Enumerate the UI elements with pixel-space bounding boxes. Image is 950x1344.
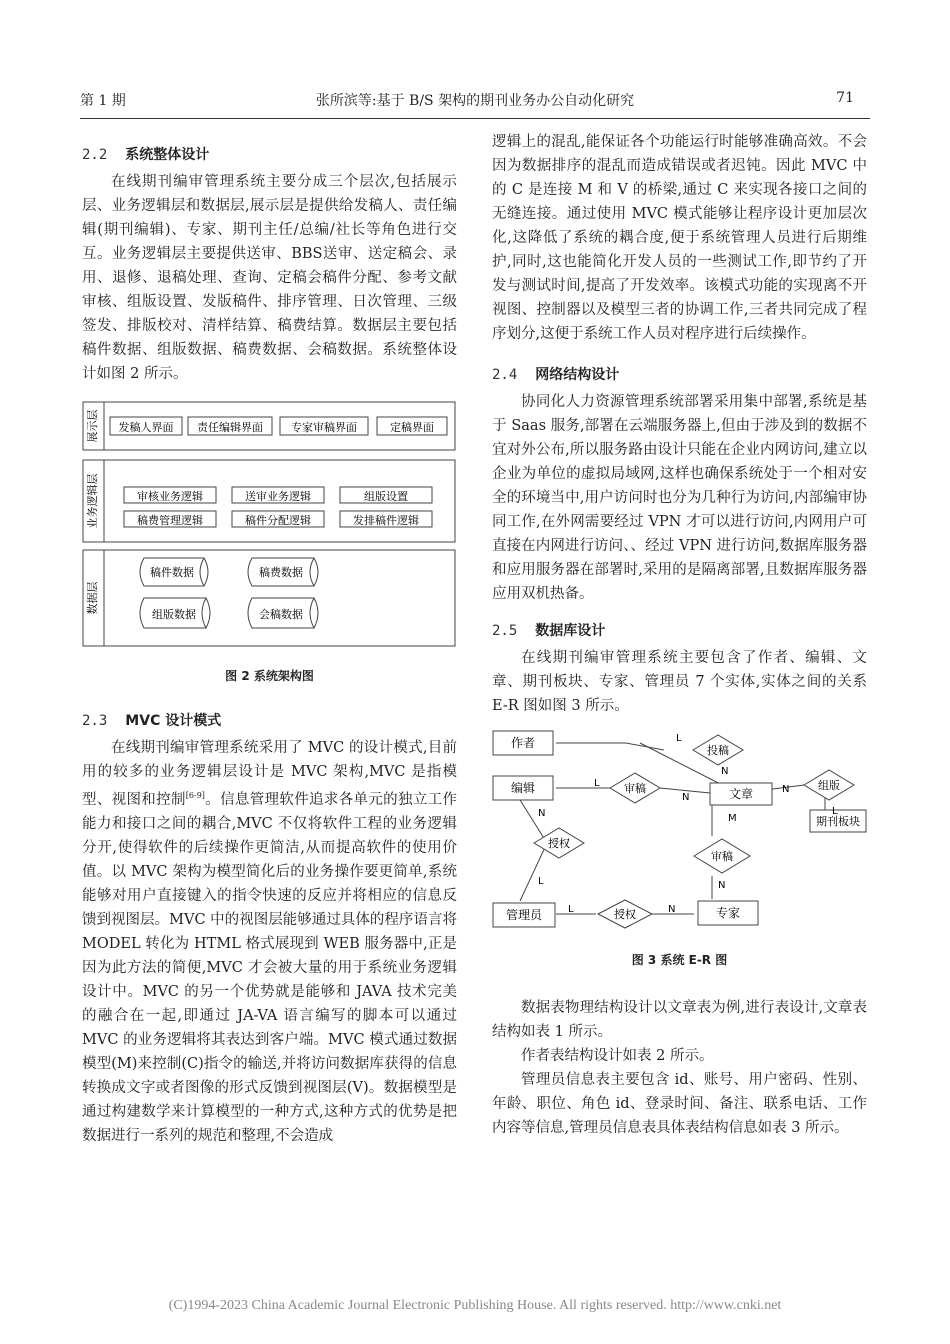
relation-submit: 投稿 — [707, 744, 729, 757]
relation-review: 审稿 — [711, 850, 733, 863]
paragraph-table2: 作者表结构设计如表 2 所示。 — [521, 1048, 714, 1064]
figure-2-caption: 图 2 系统架构图 — [225, 669, 314, 683]
svg-text:N: N — [718, 880, 726, 891]
entity-admin: 管理员 — [505, 908, 543, 922]
relation-review: 审稿 — [624, 782, 646, 795]
citation: [6-9] — [185, 791, 205, 800]
database-cylinder — [248, 558, 318, 586]
figure-3-er-diagram — [492, 730, 867, 930]
database-cylinder — [140, 598, 210, 628]
right-column — [492, 130, 867, 1140]
entity-article: 文章 — [728, 787, 754, 801]
svg-text:L: L — [832, 806, 838, 817]
copyright-footer: (C)1994-2023 China Academic Journal Electronic Publishing House. All rights reserved. http://www.cnki.net — [168, 1298, 782, 1313]
paragraph-database: 在线期刊编审管理系统主要包含了作者、编辑、文章、期刊板块、专家、管理员 7 个实体,实体之间的关系 E-R 图如图 3 所示。 — [492, 650, 867, 714]
header-issue: 第 1 期 — [80, 93, 126, 109]
logic-item: 送审业务逻辑 — [245, 490, 311, 503]
svg-text:稿费数据: 稿费数据 — [259, 566, 303, 579]
presentation-item: 专家审稿界面 — [291, 421, 357, 434]
relation-compose: 组版 — [818, 779, 840, 792]
paragraph-table1: 数据表物理结构设计以文章表为例,进行表设计,文章表结构如表 1 所示。 — [492, 1000, 867, 1040]
entity-editor: 编辑 — [510, 781, 536, 795]
cardinality-labels — [538, 733, 838, 915]
page-number: 71 — [836, 90, 854, 106]
svg-text:L: L — [568, 904, 574, 915]
figure-3-caption: 图 3 系统 E-R 图 — [631, 953, 728, 967]
svg-text:N: N — [782, 784, 790, 795]
svg-text:M: M — [728, 813, 737, 824]
presentation-item: 定稿界面 — [390, 421, 434, 434]
svg-text:L: L — [538, 876, 544, 887]
section-2-3-heading: 2.3 MVC 设计模式 — [82, 713, 222, 729]
svg-text:N: N — [682, 792, 690, 803]
paragraph-mvc-continued: 逻辑上的混乱,能保证各个功能运行时能够准确高效。不会因为数据排序的混乱而造成错误或者迟钝。因此 MVC 中的 C 是连接 M 和 V 的桥梁,通过 C 来实现各接口之间的无缝连接。通过使用 MVC 模式能够让程序设计更加层次化,这降低了系统的耦合度,便于系统管理人员进行后期维护,同时,这也能简化开发人员的一些测试工作,即节约了开发与测试时间,提高了开发效率。该模式功能的实现离不开视图、控制器以及模型三者的协调工作,三者共同完成了程序划分,这便于系统工作人员对程序进行后续操作。 — [492, 134, 867, 342]
section-2-5-heading: 2.5 数据库设计 — [492, 623, 606, 639]
svg-text:N: N — [721, 766, 729, 777]
paragraph-network: 协同化人力资源管理系统部署采用集中部署,系统是基于 Saas 服务,部署在云端服务器上,但由于涉及到的数据不宜对外公布,所以服务路由设计只能在企业内网访问,建立以企业为单位的虚拟局域网,这样也确保系统处于一个相对安全的环境当中,用户访问时也分为几种行为访问,内部编审协同工作,在外网需要经过 VPN 才可以进行访问,内网用户可直接在内网进行访问、、经过 VPN 进行访问,数据库服务器和应用服务器在部署时,采用的是隔离部署,且数据库服务器应用双机热备。 — [492, 394, 867, 602]
figure-2-architecture — [82, 400, 457, 650]
logic-item: 组版设置 — [364, 490, 408, 503]
logic-item: 稿件分配逻辑 — [245, 514, 311, 527]
svg-text:L: L — [676, 733, 682, 744]
entity-journal-section: 期刊板块 — [816, 815, 860, 828]
logic-item: 发排稿件逻辑 — [353, 514, 419, 527]
relation-grant: 授权 — [548, 837, 570, 850]
svg-text:会稿数据: 会稿数据 — [259, 608, 303, 621]
section-2-4-heading: 2.4 网络结构设计 — [492, 367, 620, 383]
logic-item: 审核业务逻辑 — [137, 490, 203, 503]
presentation-item: 责任编辑界面 — [197, 421, 263, 434]
layer-label: 数据层 — [86, 581, 99, 615]
entity-expert: 专家 — [715, 906, 741, 920]
svg-text:稿件数据: 稿件数据 — [150, 566, 194, 579]
section-2-2-heading: 2.2 系统整体设计 — [82, 147, 210, 163]
layer-label: 业务逻辑层 — [86, 473, 99, 529]
svg-text:L: L — [594, 778, 600, 789]
layer-label: 展示层 — [86, 409, 99, 443]
relation-grant: 授权 — [614, 908, 636, 921]
paragraph-table3: 管理员信息表主要包含 id、账号、用户密码、性别、年龄、职位、角色 id、登录时间、备注、联系电话、工作内容等信息,管理员信息表具体表结构信息如表 3 所示。 — [492, 1072, 867, 1136]
paragraph-system-design: 在线期刊编审管理系统主要分成三个层次,包括展示层、业务逻辑层和数据层,展示层是提供给发稿人、责任编辑(期刊编辑)、专家、期刊主任/总编/社长等角色进行交互。业务逻辑层主要提供送审、BBS送审、送定稿会、录用、退修、退稿处理、查询、定稿会稿件分配、参考文献审核、组版设置、发版稿件、排序管理、日次管理、三级签发、排版校对、清样结算、稿费结算。数据层主要包括稿件数据、组版数据、稿费数据、会稿数据。系统整体设计如图 2 所示。 — [82, 174, 457, 382]
left-column — [82, 140, 457, 1148]
svg-text:N: N — [668, 904, 676, 915]
logic-item: 稿费管理逻辑 — [137, 514, 203, 527]
database-cylinder — [248, 598, 318, 628]
header-rule — [80, 118, 870, 119]
presentation-item: 发稿人界面 — [118, 421, 174, 434]
header-title: 张所滨等:基于 B/S 架构的期刊业务办公自动化研究 — [315, 93, 635, 109]
entity-author: 作者 — [510, 736, 536, 750]
svg-text:组版数据: 组版数据 — [152, 608, 196, 621]
database-cylinder — [140, 558, 208, 586]
svg-text:N: N — [538, 808, 546, 819]
paragraph-mvc: 在线期刊编审管理系统采用了 MVC 的设计模式,目前用的较多的业务逻辑层设计是 MVC 架构,MVC 是指模型、视图和控制[6-9]。信息管理软件追求各单元的独立工作能力和接口之间的耦合,MVC 不仅将软件工程的业务逻辑分开,使得软件的后续操作更简洁,从而提高软件的使用价值。以 MVC 架构为模型简化后的业务操作要更简单,系统能够对用户直接键入的指令快速的反应并将相应的信息反馈到视图层。MVC 中的视图层能够通过具体的程序语言将 MODEL 转化为 HTML 格式展现到 WEB 服务器中,正是因为此方法的简便,MVC 才会被大量的用于系统业务逻辑设计中。MVC 的另一个优势就是能够和 JAVA 技术完美的融合在一起,即通过 JA-VA 语言编写的脚本可以通过 MVC 的业务逻辑将其表达到客户端。MVC 模式通过数据模型(M)来控制(C)指令的输送,并将访问数据库获得的信息转换成文字或者图像的形式反馈到视图层(V)。数据模型是通过构建数学来计算模型的一种方式,这种方式的优势是把数据进行一系列的规范和整理,不会造成 — [82, 740, 457, 1144]
